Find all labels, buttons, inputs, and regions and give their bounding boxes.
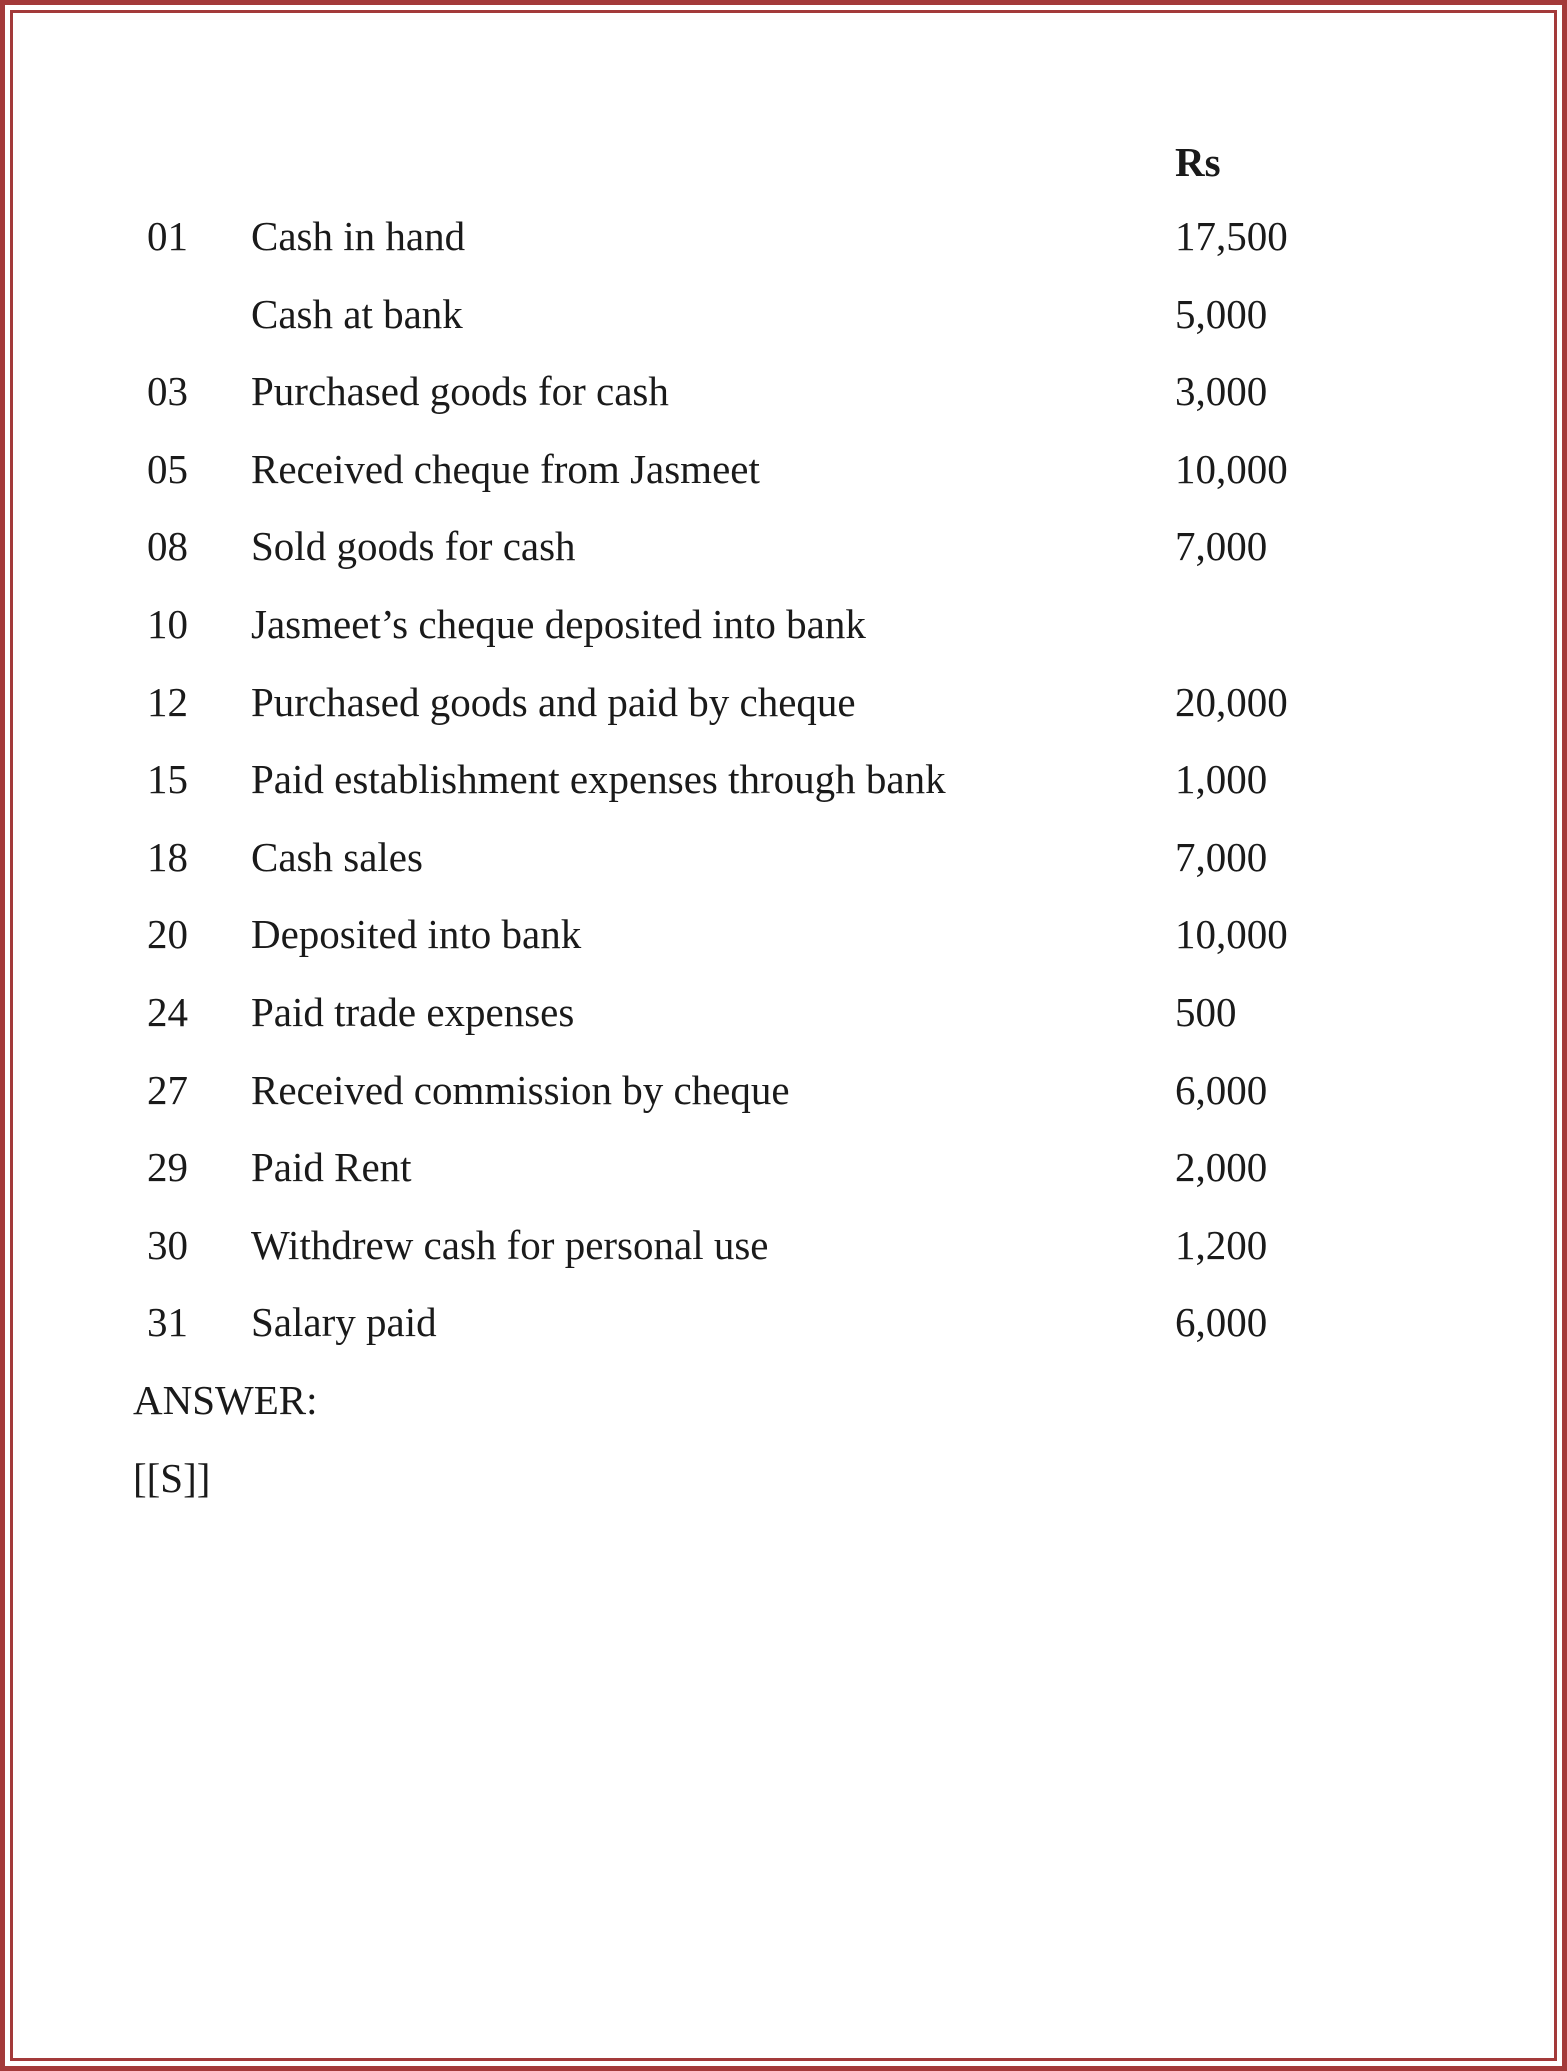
transaction-day: 12 — [147, 678, 188, 725]
transaction-amount: 1,200 — [1175, 1221, 1268, 1268]
transaction-row — [0, 1143, 1567, 1221]
transaction-row — [0, 988, 1567, 1066]
transaction-description: Received commission by cheque — [251, 1066, 790, 1113]
transaction-day: 24 — [147, 988, 188, 1035]
transaction-day: 03 — [147, 368, 188, 415]
transaction-day: 08 — [147, 523, 188, 570]
transaction-amount: 6,000 — [1175, 1299, 1268, 1346]
transaction-row — [0, 678, 1567, 756]
transaction-amount: 7,000 — [1175, 833, 1268, 880]
transaction-description: Cash in hand — [251, 213, 466, 259]
amount-column-header: Rs — [1175, 139, 1221, 185]
transaction-amount: 7,000 — [1175, 523, 1268, 570]
transaction-amount: 6,000 — [1175, 1066, 1268, 1113]
transaction-description: Sold goods for cash — [251, 523, 576, 570]
transaction-amount: 20,000 — [1175, 678, 1288, 725]
transaction-day: 30 — [147, 1221, 188, 1268]
transaction-day: 18 — [147, 833, 188, 880]
transaction-day: 20 — [147, 911, 188, 958]
transaction-description: Deposited into bank — [251, 911, 582, 958]
transaction-description: Withdrew cash for personal use — [251, 1221, 769, 1268]
transaction-description: Purchased goods for cash — [251, 368, 669, 415]
transaction-day: 29 — [147, 1144, 188, 1191]
transaction-row — [0, 755, 1567, 833]
transaction-amount: 1,000 — [1175, 756, 1268, 803]
transaction-amount: 500 — [1175, 988, 1237, 1035]
transaction-row — [0, 1066, 1567, 1144]
transaction-description: Paid Rent — [251, 1144, 412, 1191]
transaction-description: Cash sales — [251, 833, 423, 880]
transaction-day: 05 — [147, 445, 188, 492]
transaction-row — [0, 910, 1567, 988]
transaction-amount: 3,000 — [1175, 368, 1268, 415]
transaction-description: Received cheque from Jasmeet — [251, 445, 760, 492]
transaction-description: Paid establishment expenses through bank — [251, 756, 946, 803]
transaction-day: 27 — [147, 1066, 188, 1113]
transaction-description: Paid trade expenses — [251, 988, 575, 1035]
transaction-day: 01 — [147, 213, 188, 259]
transaction-amount: 10,000 — [1175, 445, 1288, 492]
transaction-row — [0, 445, 1567, 523]
transaction-amount: 10,000 — [1175, 911, 1288, 958]
transaction-row — [0, 212, 1567, 290]
transaction-row — [0, 1298, 1567, 1376]
transaction-amount: 17,500 — [1175, 213, 1288, 259]
transaction-row — [0, 522, 1567, 600]
transaction-row — [0, 367, 1567, 445]
transaction-list — [0, 212, 1567, 1376]
transaction-description: Purchased goods and paid by cheque — [251, 678, 856, 725]
answer-placeholder: [[S]] — [133, 1455, 211, 1501]
transaction-row — [0, 1221, 1567, 1299]
transaction-amount: 2,000 — [1175, 1144, 1268, 1191]
transaction-row — [0, 290, 1567, 368]
transaction-description: Salary paid — [251, 1299, 437, 1346]
transaction-row — [0, 833, 1567, 911]
transaction-day: 10 — [147, 600, 188, 647]
transaction-description: Jasmeet’s cheque deposited into bank — [251, 600, 866, 647]
transaction-row — [0, 600, 1567, 678]
answer-label: ANSWER: — [133, 1377, 318, 1423]
transaction-day: 15 — [147, 756, 188, 803]
transaction-amount: 5,000 — [1175, 290, 1268, 337]
transaction-description: Cash at bank — [251, 290, 463, 337]
transaction-day: 31 — [147, 1299, 188, 1346]
